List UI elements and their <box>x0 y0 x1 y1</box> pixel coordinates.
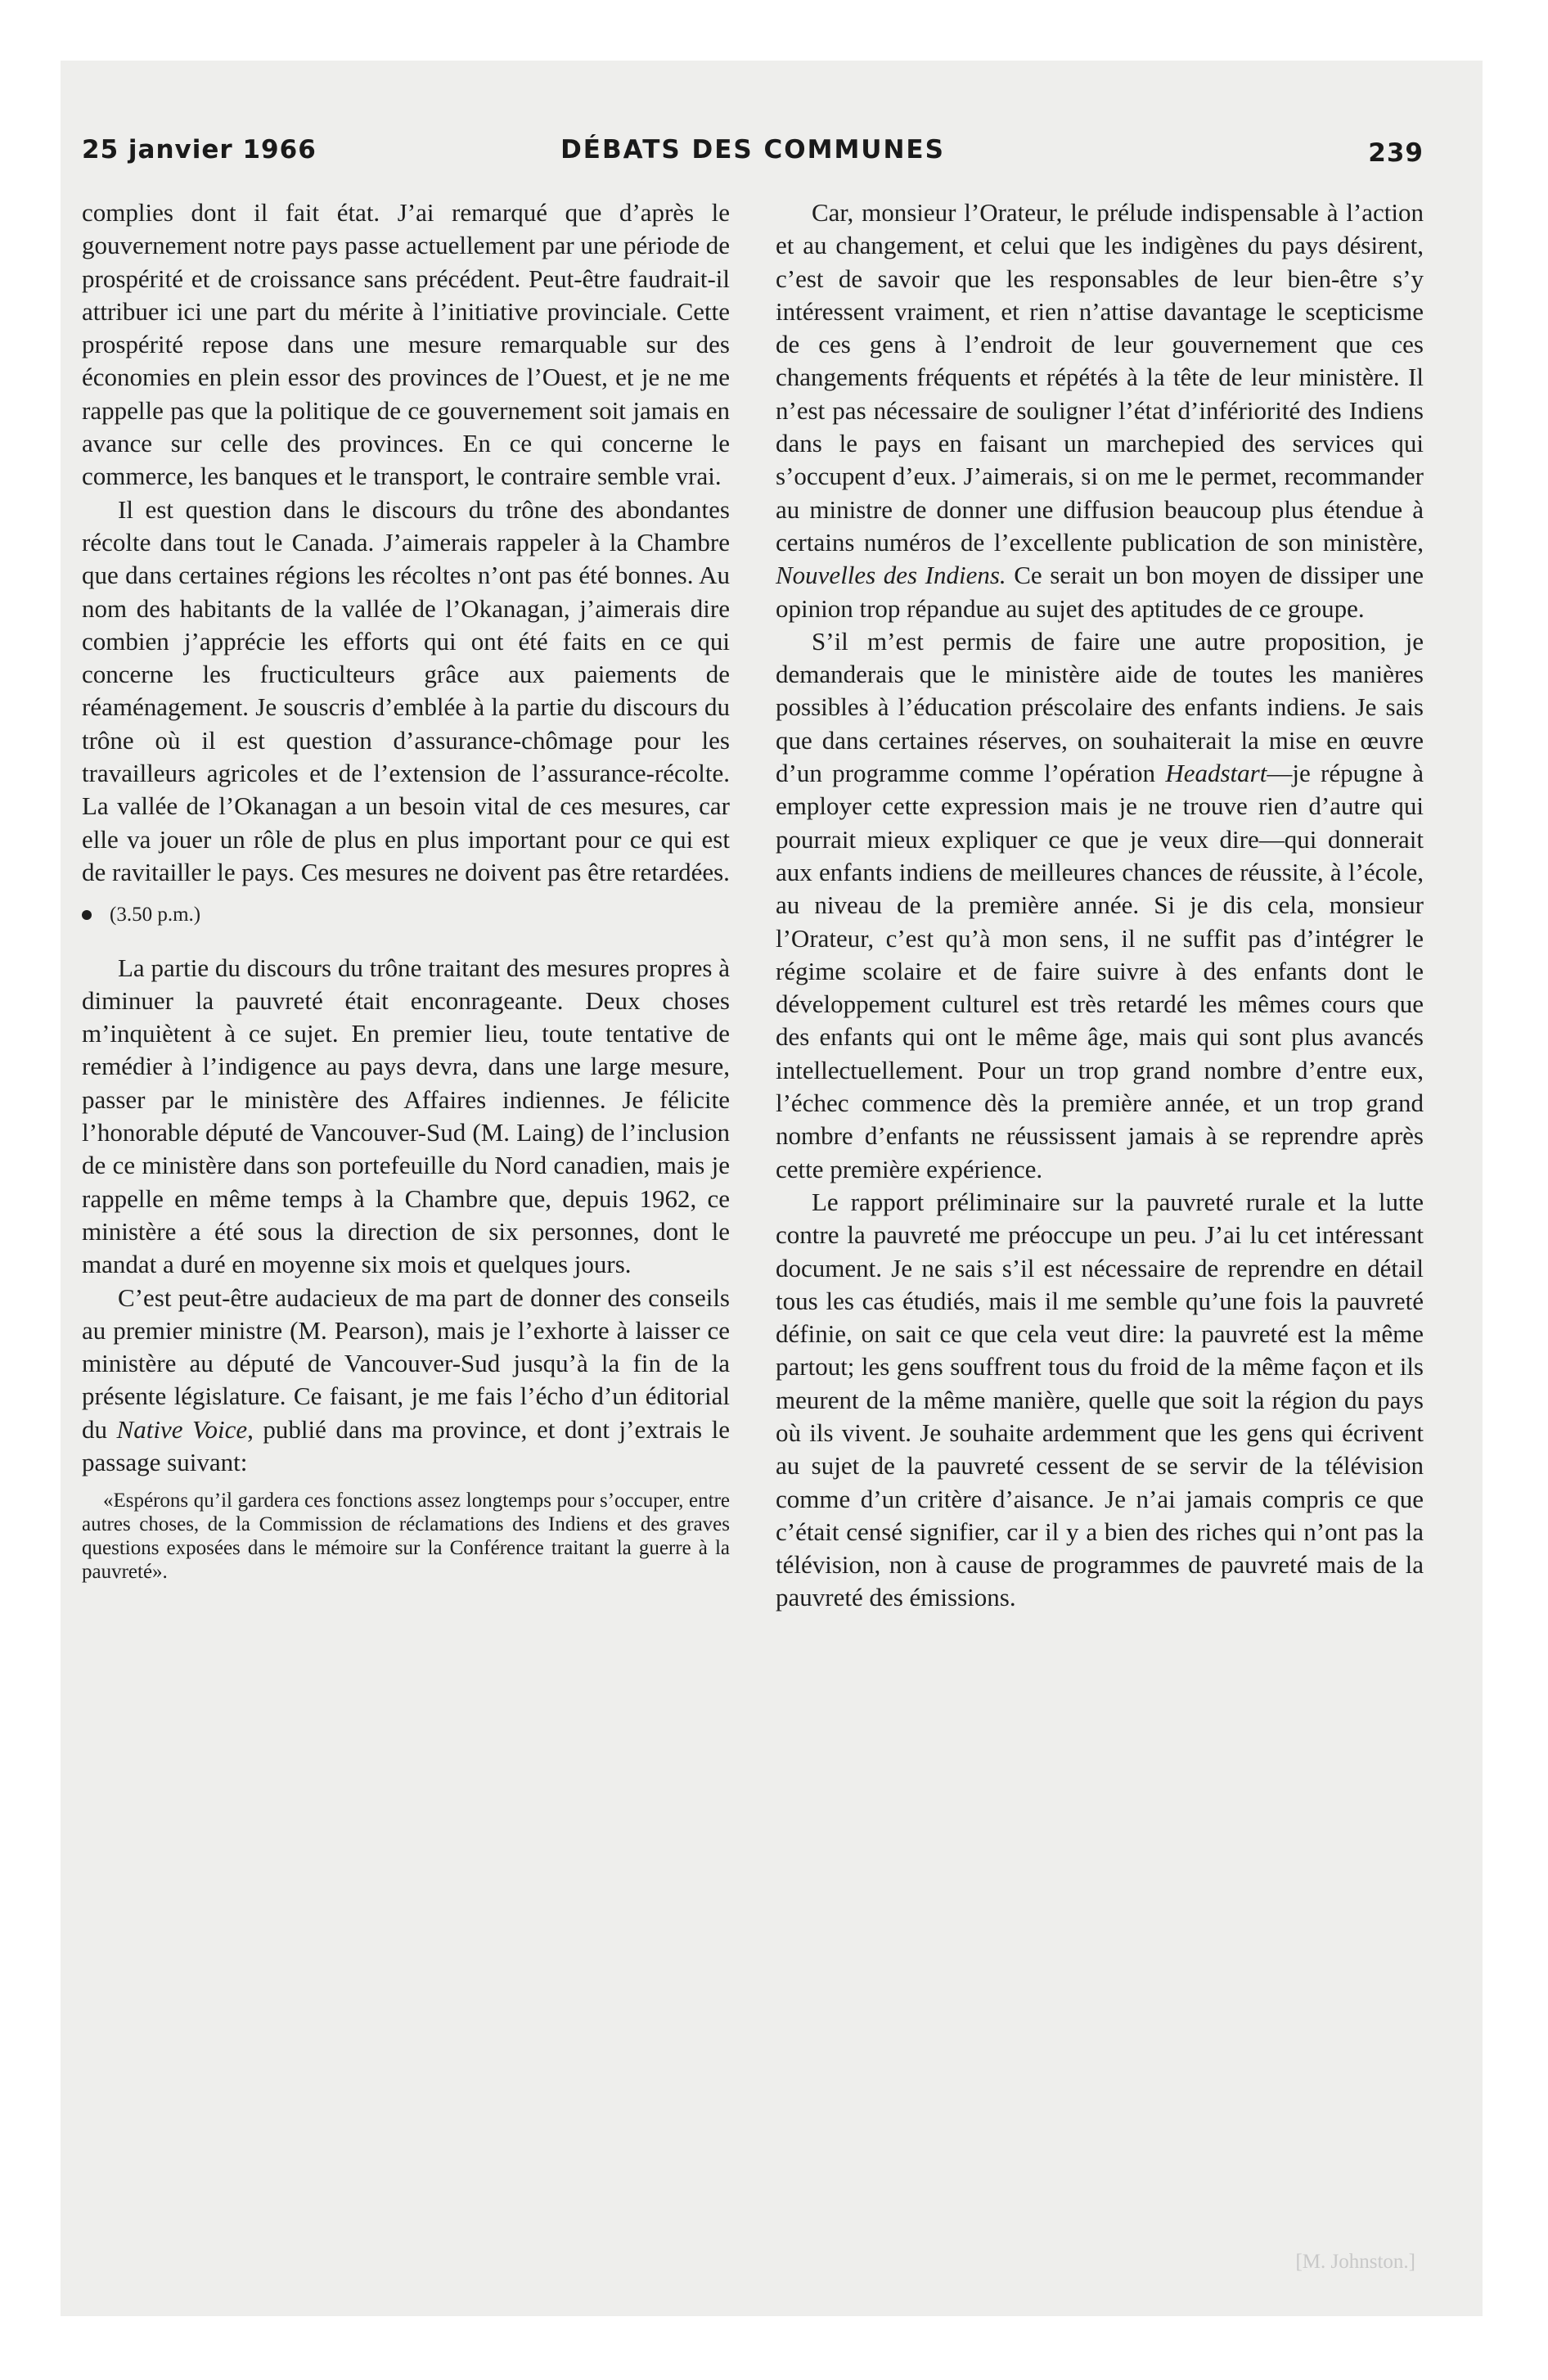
paragraph <box>776 625 1424 1186</box>
publication-title: Nouvelles des Indiens. <box>776 561 1006 590</box>
program-name: Headstart <box>1165 759 1267 788</box>
paragraph-text: —je répugne à employer cette expression mais je ne trouve rien d’autre qui pourrait mieux expliquer ce que je veux dire—qui donnerait aux enfants indiens de meilleures chances de réussite, à l’école, au niveau de la première année. Si je dis cela, monsieur l’Orateur, c’est qu’à mon sens, il ne suffit pas d’intégrer le régime scolaire et de faire suivre à des enfants dont le développement culturel est très retardé les mêmes cours que des enfants qui ont le même âge, mais qui sont plus avancés intellectuellement. Pour un trop grand nombre d’entre eux, l’échec commence dès la première année, et un trop grand nombre d’enfants ne réussissent jamais à se reprendre après cette première expérience. <box>776 759 1424 1183</box>
paragraph: Il est question dans le discours du trône des abondantes récolte dans tout le Canada. J’aimerais rappeler à la Chambre que dans certaines régions les récoltes n’ont pas été bonnes. Au nom des habitants de la vallée de l’Okanagan, j’aimerais dire combien j’apprécie les efforts qui ont été faits en ce qui concerne les fructiculteurs grâce aux paiements de réaménagement. Je souscris d’emblée à la partie du discours du trône où il est question d’assurance-chômage pour les travailleurs agricoles et de l’extension de l’assurance-récolte. La vallée de l’Okanagan a un besoin vital de ces mesures, car elle va jouer un rôle de plus en plus important pour ce qui est de ravitailler le pays. Ces mesures ne doivent pas être retardées. <box>82 494 730 886</box>
paragraph-text: S’il m’est permis de faire une autre proposition, je demanderais que le ministère aide de toutes les manières possibles à l’éducation préscolaire des enfants indiens. Je sais que dans certaines réserves, on souhaiterait la mise en œuvre d’un programme comme l’opération <box>776 626 1424 788</box>
page-header <box>82 135 1424 184</box>
paragraph: La partie du discours du trône traitant des mesures propres à diminuer la pauvreté était enconrageante. Deux choses m’inquiètent à ce sujet. En premier lieu, toute tentative de remédier à l’indigence au pays devra, dans une large mesure, passer par le ministère des Affaires indiennes. Je félicite l’honorable député de Vancouver-Sud (M. Laing) de l’inclusion de ce ministère dans son portefeuille du Nord canadien, mais je rappelle en même temps à la Chambre que, depuis 1962, ce ministère a été sous la direction de six personnes, dont le mandat a duré en moyenne six mois et quelques jours. <box>82 953 730 1279</box>
paragraph <box>82 1282 730 1480</box>
paragraph: Le rapport préliminaire sur la pauvreté rurale et la lutte contre la pauvreté me préoccupe un peu. J’ai lu cet intéressant document. Je ne sais s’il est nécessaire de reprendre en détail tous les cas étudiés, mais il me semble qu’une fois la pauvreté définie, on sait ce que cela veut dire: la pauvreté est la même partout; les gens souffrent tous du froid de la même façon et ils meurent de la même manière, quelle que soit la région du pays où ils vivent. Je souhaite ardemment que les gens qui écrivent au sujet de la pauvreté cessent de se servir de la télévision comme d’un critère d’aisance. Je n’ai jamais compris ce que c’était censé signifier, car il y a bien des riches qui n’ont pas la télévision, non à cause de programmes de pauvreté mais de la pauvreté des émissions. <box>776 1187 1424 1612</box>
left-column <box>82 196 730 1584</box>
paragraph-text: C’est peut-être audacieux de ma part de donner des conseils au premier ministre (M. Pearson), mais je l’exhorte à laisser ce ministère au député de Vancouver-Sud jusqu’à la fin de la présente législature. Ce faisant, je me fais l’écho d’un éditorial du <box>82 1282 730 1444</box>
paragraph-text: , publié dans ma province, et dont j’extrais le passage suivant: <box>82 1414 730 1476</box>
block-quote: «Espérons qu’il gardera ces fonctions assez longtemps pour s’occuper, entre autres choses, de la Commission de réclamations des Indiens et des graves questions exposées dans le mémoire sur la Conférence traitant la guerre à la pauvreté». <box>82 1490 730 1584</box>
timestamp <box>82 899 730 931</box>
publication-title: Native Voice <box>116 1414 248 1444</box>
header-title: DÉBATS DES COMMUNES <box>560 135 945 165</box>
paragraph-text: Car, monsieur l’Orateur, le prélude indispensable à l’action et au changement, et celui que les indigènes du pays désirent, c’est de savoir que les responsables de leur bien-être s’y intéressent vraiment, et rien n’attise davantage le scepticisme de ces gens à l’endroit de leur gouvernement que ces changements fréquents et répétés à la tête de leur ministère. Il n’est pas nécessaire de souligner l’état d’infériorité des Indiens dans le pays en faisant un marchepied des services qui s’occupent d’eux. J’aimerais, si on me le permet, recommander au ministre de donner une diffusion beaucoup plus étendue à certains numéros de l’excellente publication de son ministère, <box>776 198 1424 557</box>
speaker-footer: [M. Johnston.] <box>1295 2251 1415 2273</box>
paragraph: complies dont il fait état. J’ai remarqué que d’après le gouvernement notre pays passe actuellement par une période de prospérité et de croissance sans précédent. Peut-être faudrait-il attribuer ici une part du mérite à l’initiative provinciale. Cette prospérité repose dans une mesure remarquable sur des économies en plein essor des provinces de l’Ouest, et je ne me rappelle pas que la politique de ce gouvernement soit jamais en avance sur celle des provinces. En ce qui concerne le commerce, les banques et le transport, le contraire semble vrai. <box>82 198 730 491</box>
paragraph-text: Ce serait un bon moyen de dissiper une opinion trop répandue au sujet des aptitudes de ce groupe. <box>776 561 1424 623</box>
right-column <box>776 196 1424 1615</box>
page-number: 239 <box>1368 138 1424 168</box>
paragraph <box>776 196 1424 625</box>
bullet-icon <box>82 910 92 920</box>
timestamp-text: (3.50 p.m.) <box>110 904 201 926</box>
header-date: 25 janvier 1966 <box>82 135 317 165</box>
